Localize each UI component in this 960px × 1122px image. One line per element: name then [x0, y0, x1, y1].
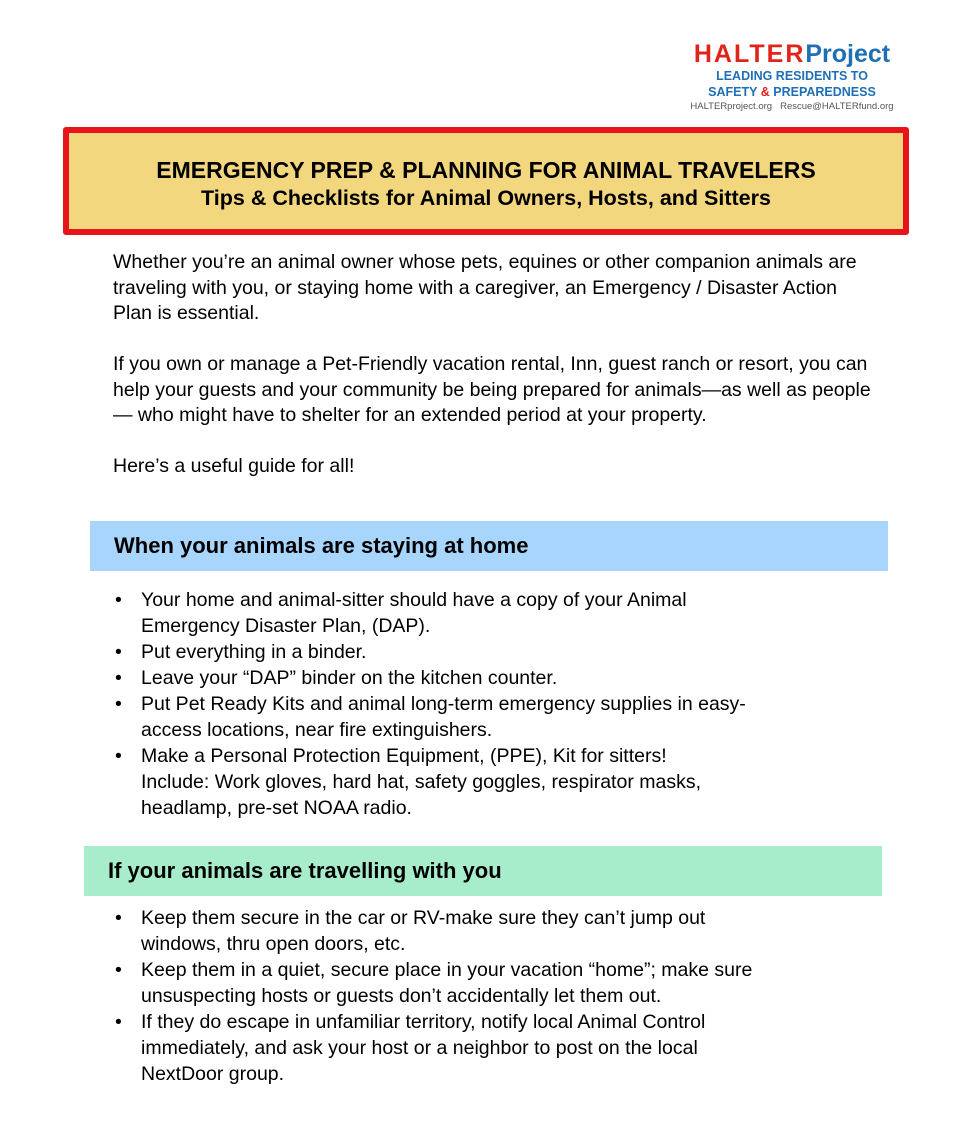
section-heading-home-text: When your animals are staying at home	[114, 533, 529, 558]
list-item-text: Emergency Disaster Plan, (DAP).	[141, 615, 431, 637]
logo-tagline-line1: LEADING RESIDENTS TO	[716, 69, 868, 83]
title-box	[63, 127, 909, 235]
logo-tagline-preparedness: PREPAREDNESS	[773, 85, 876, 99]
logo-name-project: Project	[805, 40, 891, 68]
section-heading-home	[90, 521, 888, 571]
intro-paragraph-2: If you own or manage a Pet-Friendly vacation rental, Inn, guest ranch or resort, you can help your guests and your community be being prepared for animals—as well as people — who might have to shelter for an extended period at your property.	[113, 353, 871, 426]
intro-paragraph-3: Here’s a useful guide for all!	[113, 455, 355, 477]
list-item-text: Make a Personal Protection Equipment, (PPE), Kit for sitters!	[141, 745, 667, 767]
intro-text	[113, 250, 873, 505]
logo-tagline-line2	[672, 84, 912, 100]
list-item-text: headlamp, pre-set NOAA radio.	[141, 797, 412, 819]
list-item-text: unsuspecting hosts or guests don’t accidentally let them out.	[141, 985, 662, 1007]
halter-project-logo	[672, 40, 912, 113]
logo-email-link[interactable]: Rescue@HALTERfund.org	[780, 101, 894, 112]
bullet-icon: •	[115, 667, 122, 689]
bullet-icon: •	[115, 907, 122, 929]
list-item	[113, 743, 853, 821]
list-item-text: Leave your “DAP” binder on the kitchen counter.	[141, 667, 558, 689]
travel-checklist	[113, 905, 853, 1087]
list-item-text: Put Pet Ready Kits and animal long-term emergency supplies in easy-	[141, 693, 746, 715]
page-subtitle: Tips & Checklists for Animal Owners, Hosts, and Sitters	[201, 186, 771, 210]
list-item-text: If they do escape in unfamiliar territory, notify local Animal Control	[141, 1011, 706, 1033]
list-item	[113, 691, 853, 743]
logo-title	[672, 40, 912, 68]
list-item	[113, 639, 853, 665]
list-item	[113, 665, 853, 691]
home-checklist	[113, 587, 853, 821]
bullet-icon: •	[115, 589, 122, 611]
list-item-text: windows, thru open doors, etc.	[141, 933, 406, 955]
intro-paragraph-1: Whether you’re an animal owner whose pets, equines or other companion animals are traveling with you, or staying home with a caregiver, an Emergency / Disaster Action Plan is essential.	[113, 251, 857, 324]
list-item-text: Keep them secure in the car or RV-make sure they can’t jump out	[141, 907, 706, 929]
list-item-text: Include: Work gloves, hard hat, safety goggles, respirator masks,	[141, 771, 701, 793]
list-item-text: Your home and animal-sitter should have a copy of your Animal	[141, 589, 687, 611]
list-item	[113, 957, 853, 1009]
logo-website-link[interactable]: HALTERproject.org	[690, 101, 773, 112]
list-item-text: Put everything in a binder.	[141, 641, 367, 663]
bullet-icon: •	[115, 1011, 122, 1033]
logo-name-halter: HALTER	[693, 40, 806, 68]
list-item-text: access locations, near fire extinguishers.	[141, 719, 493, 741]
list-item-text: NextDoor group.	[141, 1063, 285, 1085]
list-item	[113, 1009, 853, 1087]
section-heading-travel-text: If your animals are travelling with you	[108, 858, 502, 883]
logo-tagline-safety: SAFETY	[708, 85, 758, 99]
bullet-icon: •	[115, 959, 122, 981]
list-item	[113, 905, 853, 957]
bullet-icon: •	[115, 693, 122, 715]
list-item	[113, 587, 853, 639]
list-item-text: immediately, and ask your host or a neighbor to post on the local	[141, 1037, 698, 1059]
page-title: EMERGENCY PREP & PLANNING FOR ANIMAL TRAVELERS	[156, 157, 816, 183]
bullet-icon: •	[115, 745, 122, 767]
list-item-text: Keep them in a quiet, secure place in your vacation “home”; make sure	[141, 959, 753, 981]
logo-tagline-amp: &	[760, 85, 770, 99]
bullet-icon: •	[115, 641, 122, 663]
logo-contact	[672, 100, 912, 113]
section-heading-travel	[84, 846, 882, 896]
